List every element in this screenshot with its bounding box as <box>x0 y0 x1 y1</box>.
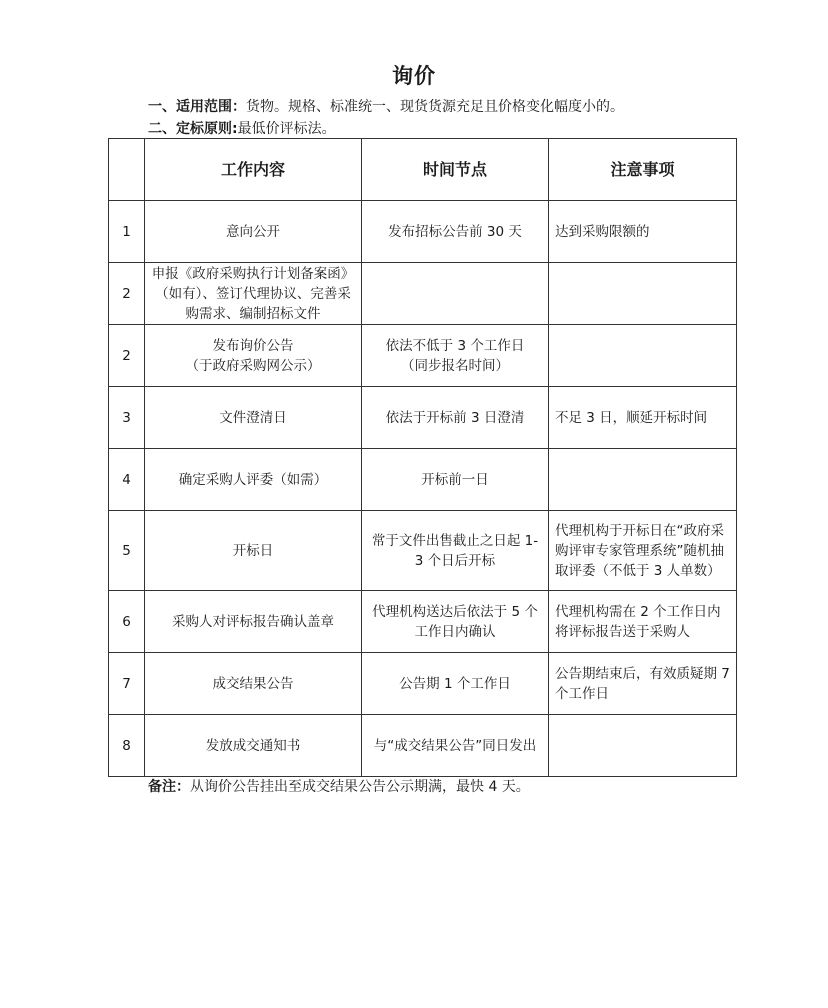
cell-time: 代理机构送达后依法于 5 个工作日内确认 <box>362 591 549 653</box>
cell-notes: 代理机构需在 2 个工作日内将评标报告送于采购人 <box>549 591 737 653</box>
cell-time: 开标前一日 <box>362 449 549 511</box>
cell-no: 3 <box>109 387 145 449</box>
header-notes: 注意事项 <box>549 139 737 201</box>
cell-no: 2 <box>109 325 145 387</box>
table-row <box>109 387 737 449</box>
table-row <box>109 591 737 653</box>
cell-no: 4 <box>109 449 145 511</box>
principle-text: 最低价评标法。 <box>237 121 336 137</box>
cell-no: 1 <box>109 201 145 263</box>
cell-notes: 代理机构于开标日在“政府采购评审专家管理系统”随机抽取评委（不低于 3 人单数） <box>549 511 737 591</box>
table-row <box>109 511 737 591</box>
cell-work: 发布询价公告 （于政府采购网公示） <box>145 325 362 387</box>
cell-work: 申报《政府采购执行计划备案函》（如有）、签订代理协议、完善采购需求、编制招标文件 <box>145 263 362 325</box>
cell-notes: 达到采购限额的 <box>549 201 737 263</box>
cell-no: 6 <box>109 591 145 653</box>
cell-notes <box>549 715 737 777</box>
header-time: 时间节点 <box>362 139 549 201</box>
cell-work: 开标日 <box>145 511 362 591</box>
cell-notes <box>549 325 737 387</box>
cell-time: 依法于开标前 3 日澄清 <box>362 387 549 449</box>
cell-time: 公告期 1 个工作日 <box>362 653 549 715</box>
cell-notes: 公告期结束后，有效质疑期 7 个工作日 <box>549 653 737 715</box>
cell-time <box>362 263 549 325</box>
table-row <box>109 653 737 715</box>
header-no <box>109 139 145 201</box>
table-header-row <box>109 139 737 201</box>
cell-notes <box>549 449 737 511</box>
cell-work: 成交结果公告 <box>145 653 362 715</box>
cell-time: 与“成交结果公告”同日发出 <box>362 715 549 777</box>
table-row <box>109 715 737 777</box>
scope-label: 一、适用范围： <box>148 99 246 115</box>
header-work: 工作内容 <box>145 139 362 201</box>
cell-work: 采购人对评标报告确认盖章 <box>145 591 362 653</box>
page-title: 询价 <box>392 64 436 88</box>
cell-notes: 不足 3 日，顺延开标时间 <box>549 387 737 449</box>
cell-work: 发放成交通知书 <box>145 715 362 777</box>
remark-line <box>148 776 530 796</box>
principle-label: 二、定标原则: <box>148 121 238 137</box>
table-row <box>109 325 737 387</box>
cell-work: 确定采购人评委（如需） <box>145 449 362 511</box>
cell-work: 文件澄清日 <box>145 387 362 449</box>
principle-line <box>148 118 336 138</box>
cell-no: 5 <box>109 511 145 591</box>
cell-no: 2 <box>109 263 145 325</box>
cell-notes <box>549 263 737 325</box>
table-row <box>109 263 737 325</box>
scope-line <box>148 96 624 116</box>
table-row <box>109 449 737 511</box>
table-row <box>109 201 737 263</box>
cell-no: 7 <box>109 653 145 715</box>
cell-time: 常于文件出售截止之日起 1-3 个日后开标 <box>362 511 549 591</box>
remark-label: 备注： <box>148 779 190 795</box>
cell-work: 意向公开 <box>145 201 362 263</box>
remark-text: 从询价公告挂出至成交结果公告公示期满，最快 4 天。 <box>190 779 530 795</box>
scope-text: 货物。规格、标准统一、现货货源充足且价格变化幅度小的。 <box>246 99 624 115</box>
cell-time: 发布招标公告前 30 天 <box>362 201 549 263</box>
procedure-table <box>108 138 737 777</box>
cell-time: 依法不低于 3 个工作日 （同步报名时间） <box>362 325 549 387</box>
cell-no: 8 <box>109 715 145 777</box>
